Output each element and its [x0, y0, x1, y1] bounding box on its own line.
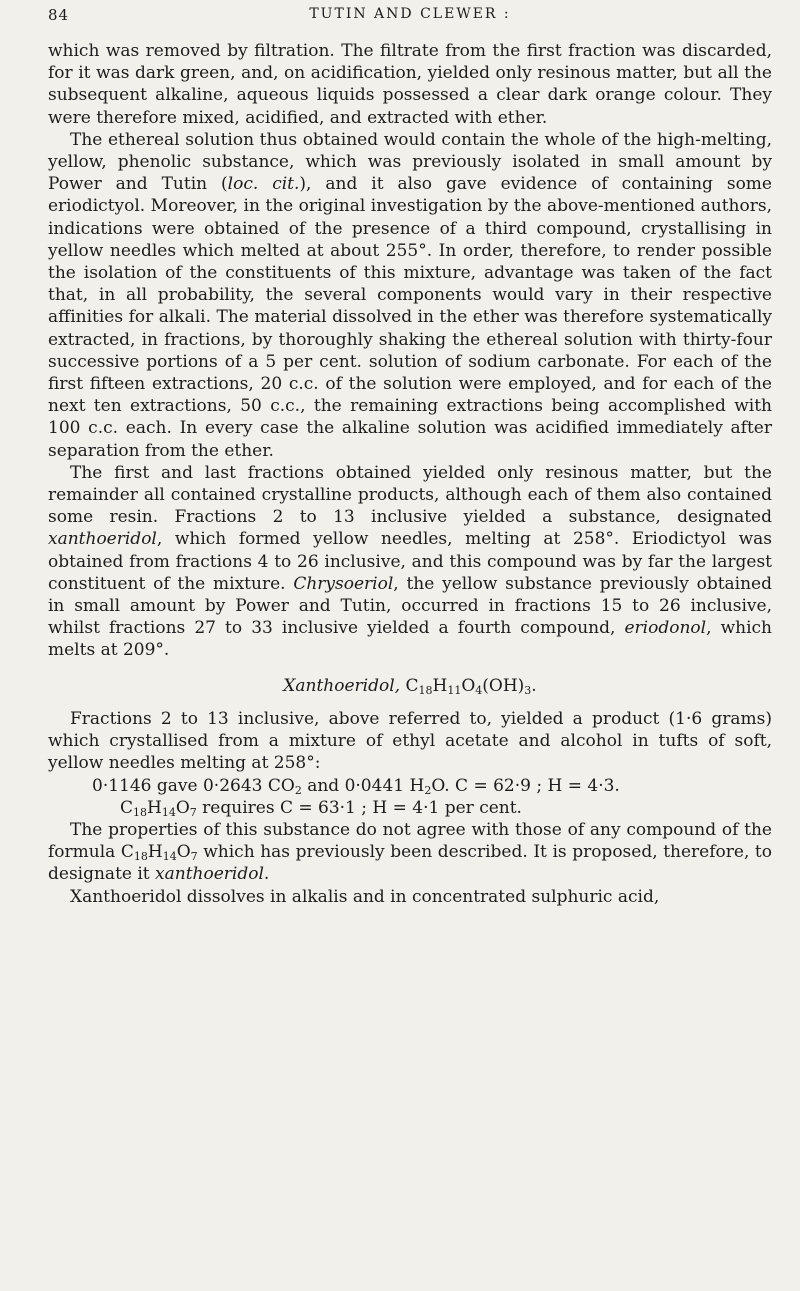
- page-number: 84: [48, 6, 70, 24]
- paragraph: Xanthoeridol dissolves in alkalis and in concentrated sulphuric acid,: [70, 886, 660, 907]
- paragraph: The first and last fractions obtained yielded only resinous matter, but the remainder all contained crystalline products, although each of them also contained some resin. Fractions 2 to 13 inclusive yielded a substance, designated xanthoeridol, which formed yellow needles, melting at 258°. Eriodictyol was obtained from fractions 4 to 26 inclusive, and this compound was by far the largest constituent of the mixture. Chrysoeriol, the yellow substance previously obtained in small amount by Power and Tutin, occurred in fractions 15 to 26 inclusive, whilst fractions 27 to 33 inclusive yielded a fourth compound, eriodonol, which melts at 209°.: [48, 462, 772, 661]
- running-title: TUTIN AND CLEWER :: [309, 6, 511, 22]
- analysis-required: $C_{18}H_{14}O_7$ requires C = 63·1 ; H = 4·1 per cent.: [120, 797, 522, 819]
- paragraph: Fractions 2 to 13 inclusive, above referred to, yielded a product (1·6 grams) which crystallised from a mixture of ethyl acetate and alcohol in tufts of soft, yellow needles melting at 258°:: [48, 708, 772, 774]
- paragraph: which was removed by filtration. The filtrate from the first fraction was discarded, for it was dark green, and, on acidification, yielded only resinous matter, but all the subsequent alkaline, aqueous liquids possessed a clear dark orange colour. They were therefore mixed, acidified, and extracted with ether.: [48, 41, 772, 128]
- page-header: [48, 0, 772, 40]
- paragraph: The properties of this substance do not agree with those of any compound of the formula $C_{18}H_{14}O_7$ which has previously been described. It is proposed, therefore, to designate it xanthoeridol.: [48, 819, 772, 885]
- section-heading: [48, 675, 772, 697]
- paragraph: The ethereal solution thus obtained would contain the whole of the high-melting, yellow, phenolic substance, which was previously isolated in small amount by Power and Tutin (loc. cit.), and it also gave evidence of containing some eriodictyol. Moreover, in the original investigation by the above-mentioned authors, indications were obtained of the presence of a third compound, crystallising in yellow needles which melted at about 255°. In order, therefore, to render possible the isolation of the constituents of this mixture, advantage was taken of the fact that, in all probability, the several components would vary in their respective affinities for alkali. The material dissolved in the ether was therefore systematically extracted, in fractions, by thoroughly shaking the ethereal solution with thirty-four successive portions of a 5 per cent. solution of sodium carbonate. For each of the first fifteen extractions, 20 c.c. of the solution were employed, and for each of the next ten extractions, 50 c.c., the remaining extractions being accomplished with 100 c.c. each. In every case the alkaline solution was acidified immediately after separation from the ether.: [48, 129, 772, 461]
- article-body: [48, 40, 772, 908]
- section-heading-formula: $C_{18}H_{11}O_4(OH)_3$.: [405, 675, 537, 697]
- section-heading-name: Xanthoeridol,: [283, 675, 401, 696]
- analysis-found: 0·1146 gave 0·2643 $CO_2$ and 0·0441 $H_2O$. C = 62·9 ; H = 4·3.: [92, 775, 620, 797]
